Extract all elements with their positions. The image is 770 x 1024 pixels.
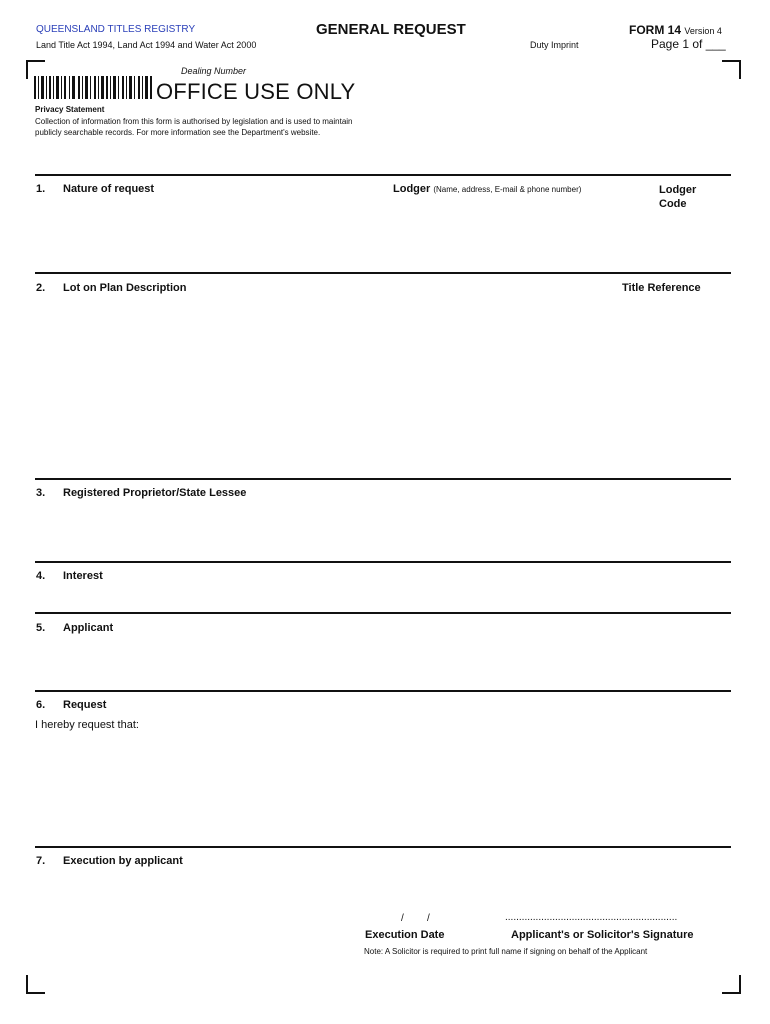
section-5-label[interactable]: Applicant: [63, 622, 114, 634]
form-number: [629, 23, 722, 37]
section-5-number: 5.: [36, 622, 46, 634]
barcode-icon: [34, 76, 152, 99]
lodger-hint: (Name, address, E-mail & phone number): [433, 185, 582, 194]
corner-mark-bottom-left: [26, 975, 45, 994]
section-divider: [35, 272, 731, 274]
section-4-label[interactable]: Interest: [63, 570, 103, 582]
lodger-label: [393, 183, 581, 195]
privacy-statement-body: Collection of information from this form is authorised by legislation and is used to maintain publicly searchable records. For more information see the Department's website.: [35, 117, 353, 137]
lodger-code-label[interactable]: Lodger Code: [659, 184, 697, 210]
section-divider: [35, 478, 731, 480]
section-divider: [35, 690, 731, 692]
section-divider: [35, 612, 731, 614]
form-version: Version 4: [684, 26, 722, 36]
signature-label: Applicant's or Solicitor's Signature: [511, 929, 694, 941]
duty-imprint-label: Duty Imprint: [530, 40, 579, 50]
signature-field[interactable]: ..............................................................: [505, 912, 678, 923]
privacy-statement-title: Privacy Statement: [35, 105, 105, 114]
request-text[interactable]: I hereby request that:: [35, 719, 139, 731]
section-divider: [35, 846, 731, 848]
title-reference-label[interactable]: Title Reference: [622, 282, 701, 294]
corner-mark-bottom-right: [722, 975, 741, 994]
section-2-label[interactable]: Lot on Plan Description: [63, 282, 187, 294]
section-divider: [35, 561, 731, 563]
lodger-title: Lodger: [393, 183, 431, 195]
execution-date-field[interactable]: [401, 913, 453, 924]
section-2-number: 2.: [36, 282, 46, 294]
corner-mark-top-right: [722, 60, 741, 79]
form-number-label: FORM 14: [629, 23, 682, 37]
dealing-number-label: Dealing Number: [181, 66, 247, 76]
section-6-number: 6.: [36, 699, 46, 711]
registry-name: QUEENSLAND TITLES REGISTRY: [36, 24, 196, 35]
page-of-label: Page 1 of ___: [651, 37, 726, 51]
solicitor-note: Note: A Solicitor is required to print full name if signing on behalf of the Applicant: [364, 947, 648, 956]
section-7-label: Execution by applicant: [63, 855, 183, 867]
date-separator: /: [401, 913, 404, 924]
date-separator: /: [427, 913, 430, 924]
section-6-label[interactable]: Request: [63, 699, 107, 711]
section-3-label[interactable]: Registered Proprietor/State Lessee: [63, 487, 247, 499]
office-use-only-heading: OFFICE USE ONLY: [156, 79, 356, 104]
execution-date-label: Execution Date: [365, 929, 445, 941]
section-3-number: 3.: [36, 487, 46, 499]
section-4-number: 4.: [36, 570, 46, 582]
section-1-number: 1.: [36, 183, 46, 195]
section-divider: [35, 174, 731, 176]
acts-line: Land Title Act 1994, Land Act 1994 and Water Act 2000: [36, 40, 257, 50]
section-7-number: 7.: [36, 855, 46, 867]
section-1-label[interactable]: Nature of request: [63, 183, 155, 195]
form-title: GENERAL REQUEST: [316, 21, 466, 38]
